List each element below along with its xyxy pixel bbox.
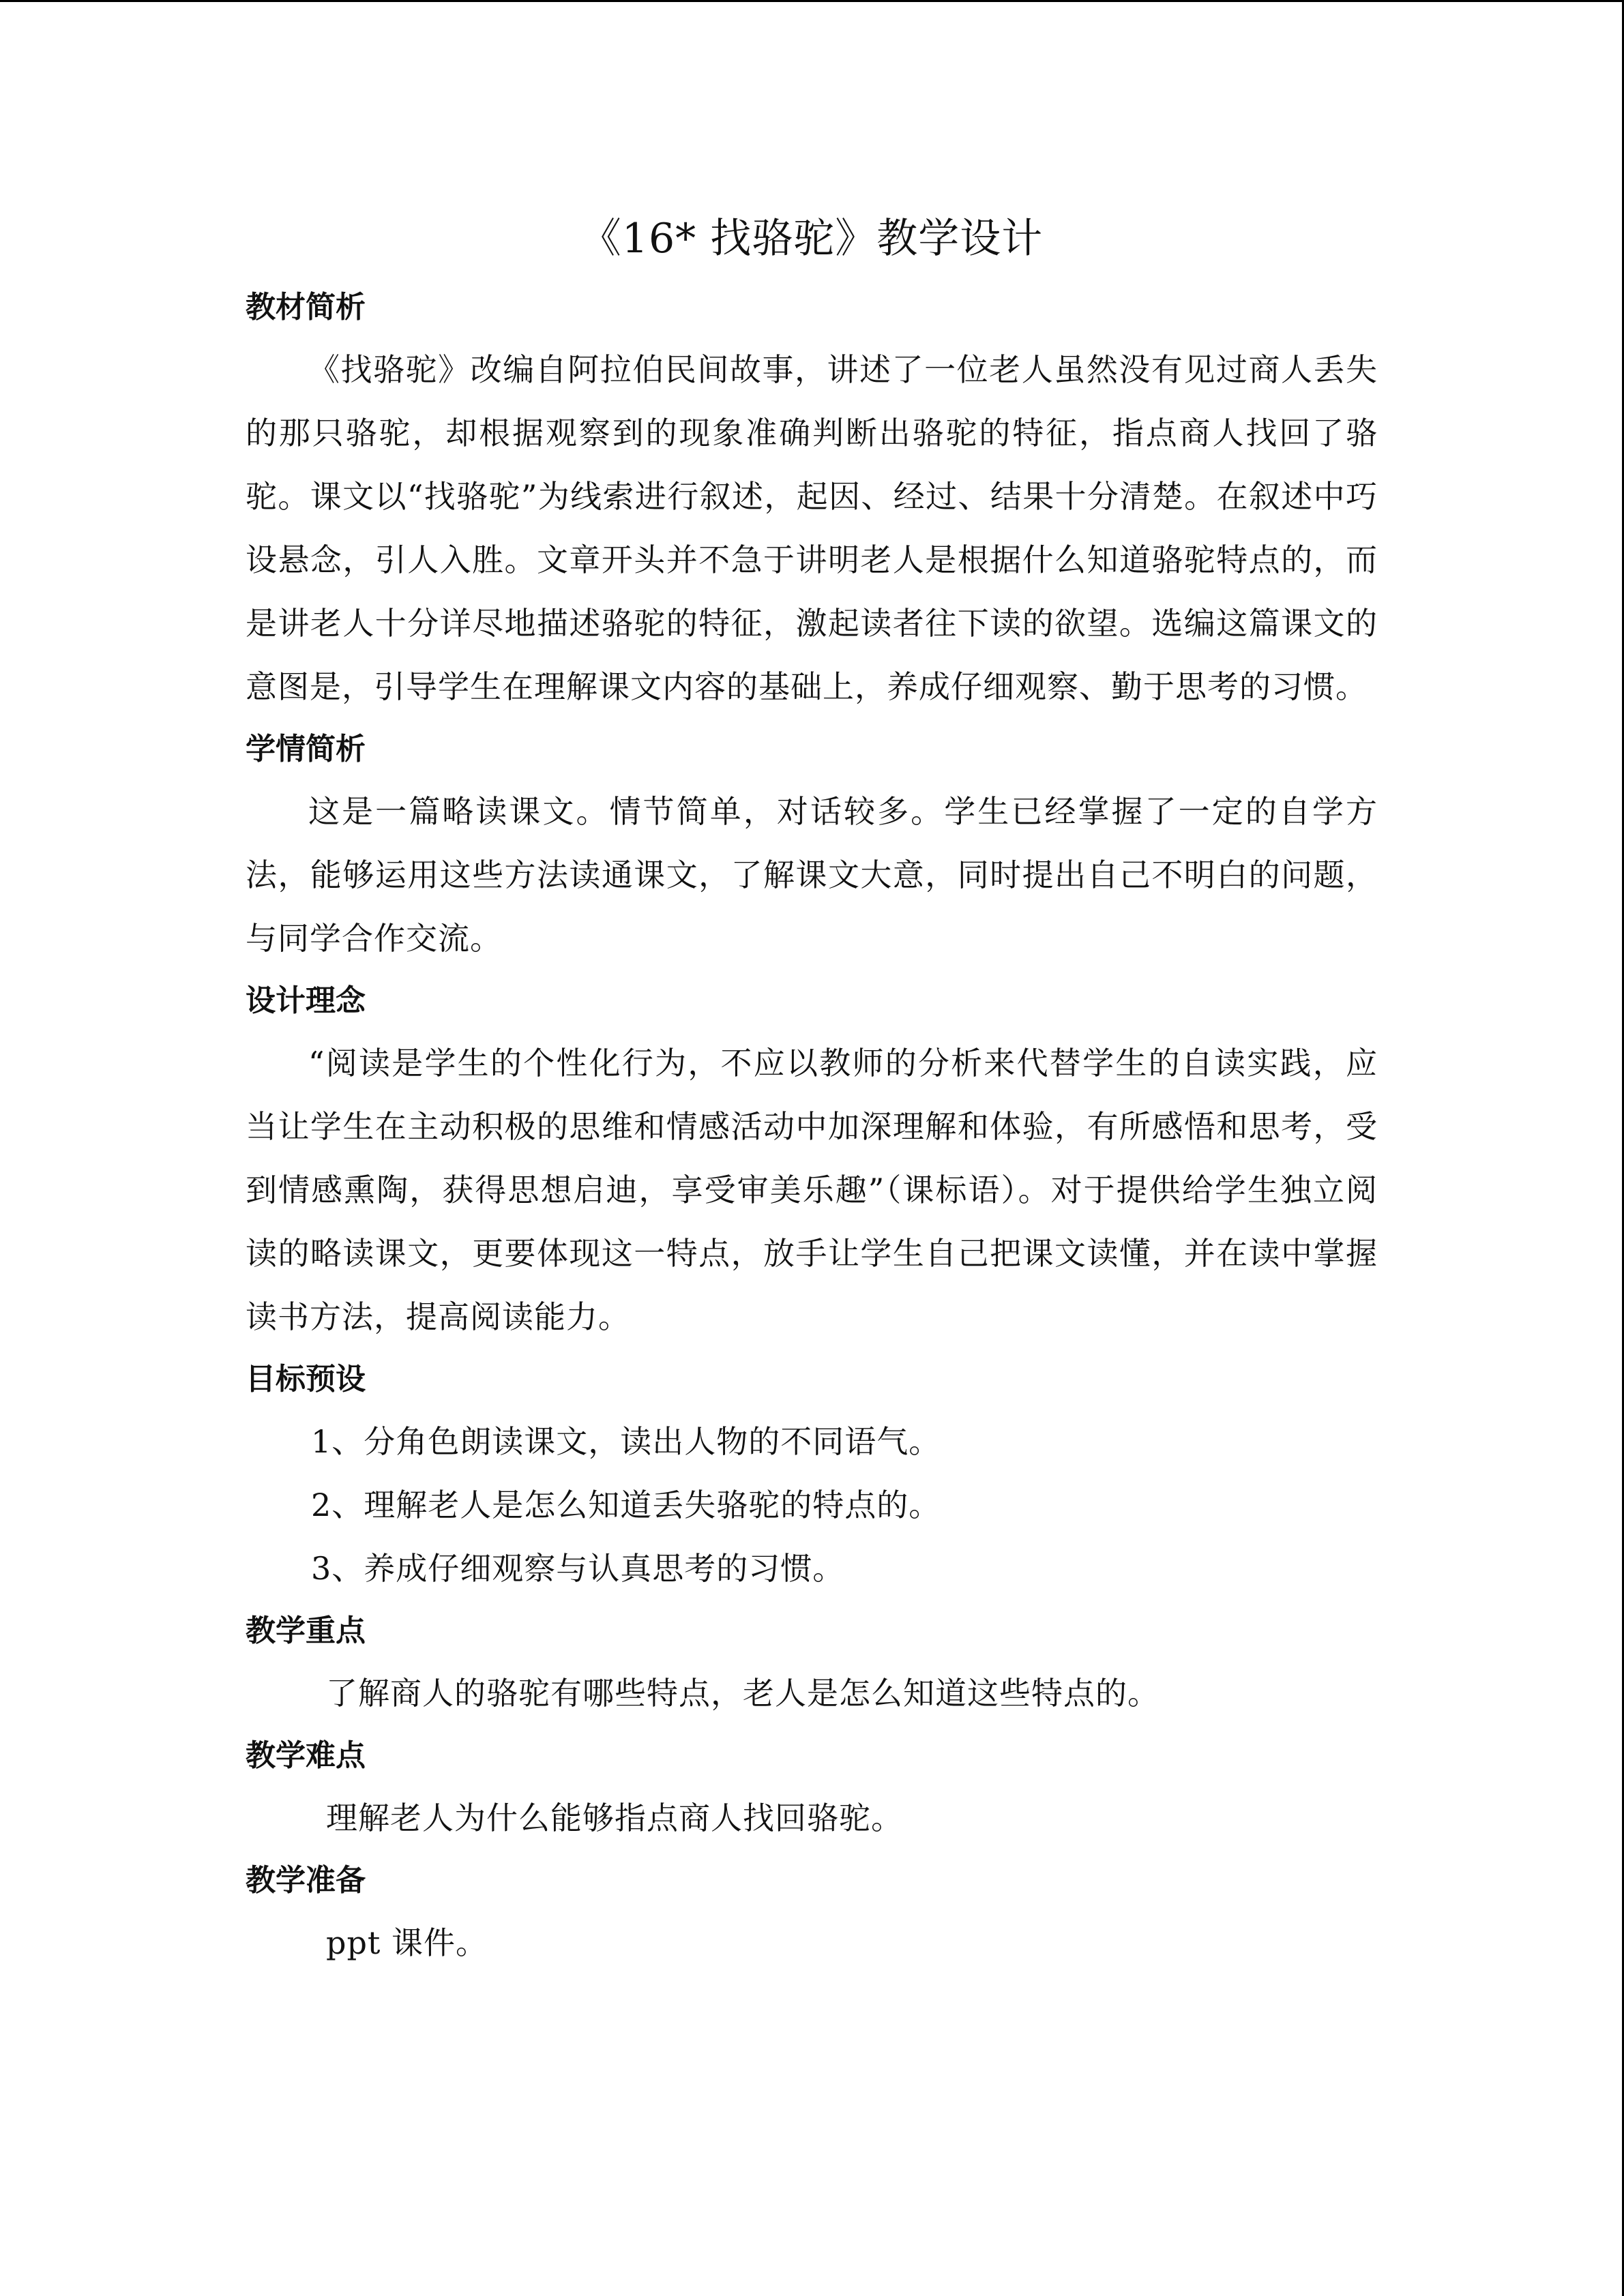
page-border-top xyxy=(0,0,1624,2)
paragraph-students: 这是一篇略读课文。情节简单，对话较多。学生已经掌握了一定的自学方法，能够运用这些方法读通课文，了解课文大意，同时提出自己不明白的问题，与同学合作交流。 xyxy=(246,793,1378,957)
paragraph-key-points: 了解商人的骆驼有哪些特点，老人是怎么知道这些特点的。 xyxy=(326,1675,1160,1712)
document-body xyxy=(246,205,1378,1975)
section-heading-concept: 设计理念 xyxy=(246,983,366,1018)
section-heading-difficulties: 教学难点 xyxy=(246,1738,366,1773)
section-preparation xyxy=(246,1850,1378,1975)
section-heading-materials: 教材简析 xyxy=(246,290,366,325)
section-goals xyxy=(246,1349,1378,1600)
paragraph-preparation: ppt 课件。 xyxy=(326,1924,488,1961)
paragraph-concept: “阅读是学生的个性化行为，不应以教师的分析来代替学生的自读实践，应当让学生在主动积极的思维和情感活动中加深理解和体验，有所感悟和思考，受到情感熏陶，获得思想启迪，享受审美乐趣”（课标语）。对于提供给学生独立阅读的略读课文，更要体现这一特点，放手让学生自己把课文读懂，并在读中掌握读书方法，提高阅读能力。 xyxy=(246,1045,1378,1335)
goal-item-1: 1、分角色朗读课文，读出人物的不同语气。 xyxy=(311,1423,941,1460)
section-heading-goals: 目标预设 xyxy=(246,1362,366,1397)
paragraph-difficulties: 理解老人为什么能够指点商人找回骆驼。 xyxy=(326,1800,903,1836)
section-key-points xyxy=(246,1600,1378,1725)
document-title: 《16* 找骆驼》教学设计 xyxy=(580,215,1044,263)
section-heading-students: 学情简析 xyxy=(246,732,366,766)
goal-item-3: 3、养成仔细观察与认真思考的习惯。 xyxy=(311,1550,845,1587)
section-difficulties xyxy=(246,1725,1378,1850)
section-materials xyxy=(246,277,1378,719)
section-concept xyxy=(246,970,1378,1349)
section-heading-preparation: 教学准备 xyxy=(246,1863,366,1898)
section-students xyxy=(246,719,1378,970)
goal-item-2: 2、理解老人是怎么知道丢失骆驼的特点的。 xyxy=(311,1487,941,1523)
section-heading-key-points: 教学重点 xyxy=(246,1613,366,1648)
paragraph-materials: 《找骆驼》改编自阿拉伯民间故事，讲述了一位老人虽然没有见过商人丢失的那只骆驼，却根据观察到的现象准确判断出骆驼的特征，指点商人找回了骆驼。课文以“找骆驼”为线索进行叙述，起因、经过、结果十分清楚。在叙述中巧设悬念，引人入胜。文章开头并不急于讲明老人是根据什么知道骆驼特点的，而是讲老人十分详尽地描述骆驼的特征，激起读者往下读的欲望。选编这篇课文的意图是，引导学生在理解课文内容的基础上，养成仔细观察、勤于思考的习惯。 xyxy=(246,351,1378,705)
